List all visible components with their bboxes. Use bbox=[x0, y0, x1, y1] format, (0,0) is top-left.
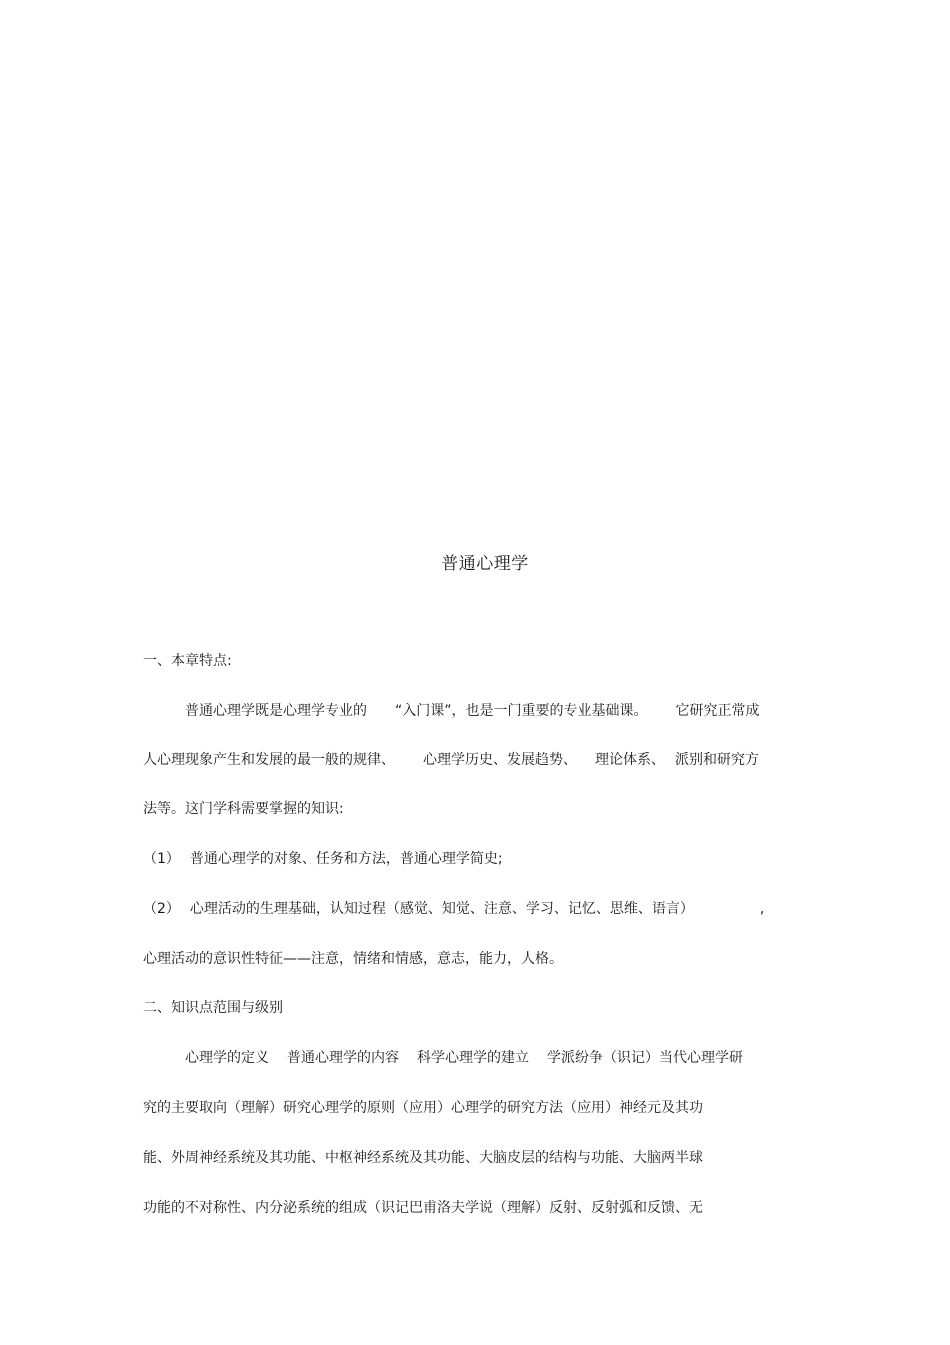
list-item-1 bbox=[143, 849, 503, 869]
list-text: 普通心理学的对象、任务和方法，普通心理学简史; bbox=[189, 851, 503, 867]
text-segment: 学派纷争（识记）当代心理学研 bbox=[547, 1050, 743, 1066]
text-segment: 人心理现象产生和发展的最一般的规律、 bbox=[143, 752, 395, 768]
text-segment: 心理学的定义 bbox=[185, 1050, 269, 1066]
trailing-comma: , bbox=[759, 901, 765, 917]
text-segment: 派别和研究方 bbox=[675, 752, 759, 768]
paragraph-2-line-1 bbox=[185, 1048, 743, 1068]
paragraph-2-line-4: 功能的不对称性、内分泌系统的组成（识记巴甫洛夫学说（理解）反射、反射弧和反馈、无 bbox=[143, 1200, 703, 1216]
text-segment: 科学心理学的建立 bbox=[417, 1050, 529, 1066]
paragraph-1-line-2 bbox=[143, 750, 759, 770]
text-segment: 普通心理学的内容 bbox=[287, 1050, 399, 1066]
paragraph-2-line-2: 究的主要取向（理解）研究心理学的原则（应用）心理学的研究方法（应用）神经元及其功 bbox=[143, 1100, 703, 1116]
section-heading-1: 一、本章特点: bbox=[143, 653, 232, 669]
text-segment: 它研究正常成 bbox=[675, 703, 760, 719]
list-number: （2） bbox=[143, 901, 180, 917]
section-heading-2: 二、知识点范围与级别 bbox=[143, 1000, 283, 1016]
list-text: 心理活动的生理基础，认知过程（感觉、知觉、注意、学习、记忆、思维、语言） bbox=[189, 901, 694, 917]
document-title: 普通心理学 bbox=[441, 554, 529, 574]
text-segment: “入门课”，也是一门重要的专业基础课。 bbox=[395, 703, 648, 719]
text-segment: 心理学历史、发展趋势、 bbox=[423, 752, 577, 768]
paragraph-2-line-3: 能、外周神经系统及其功能、中枢神经系统及其功能、大脑皮层的结构与功能、大脑两半球 bbox=[143, 1150, 703, 1166]
paragraph-1-line-1 bbox=[185, 701, 760, 721]
list-number: （1） bbox=[143, 851, 180, 867]
list-item-2 bbox=[143, 899, 764, 919]
list-item-2-continuation: 心理活动的意识性特征——注意，情绪和情感，意志，能力，人格。 bbox=[143, 951, 563, 967]
text-segment: 理论体系、 bbox=[595, 752, 665, 768]
paragraph-1-line-3: 法等。这门学科需要掌握的知识: bbox=[143, 801, 344, 817]
text-segment: 普通心理学既是心理学专业的 bbox=[185, 703, 367, 719]
